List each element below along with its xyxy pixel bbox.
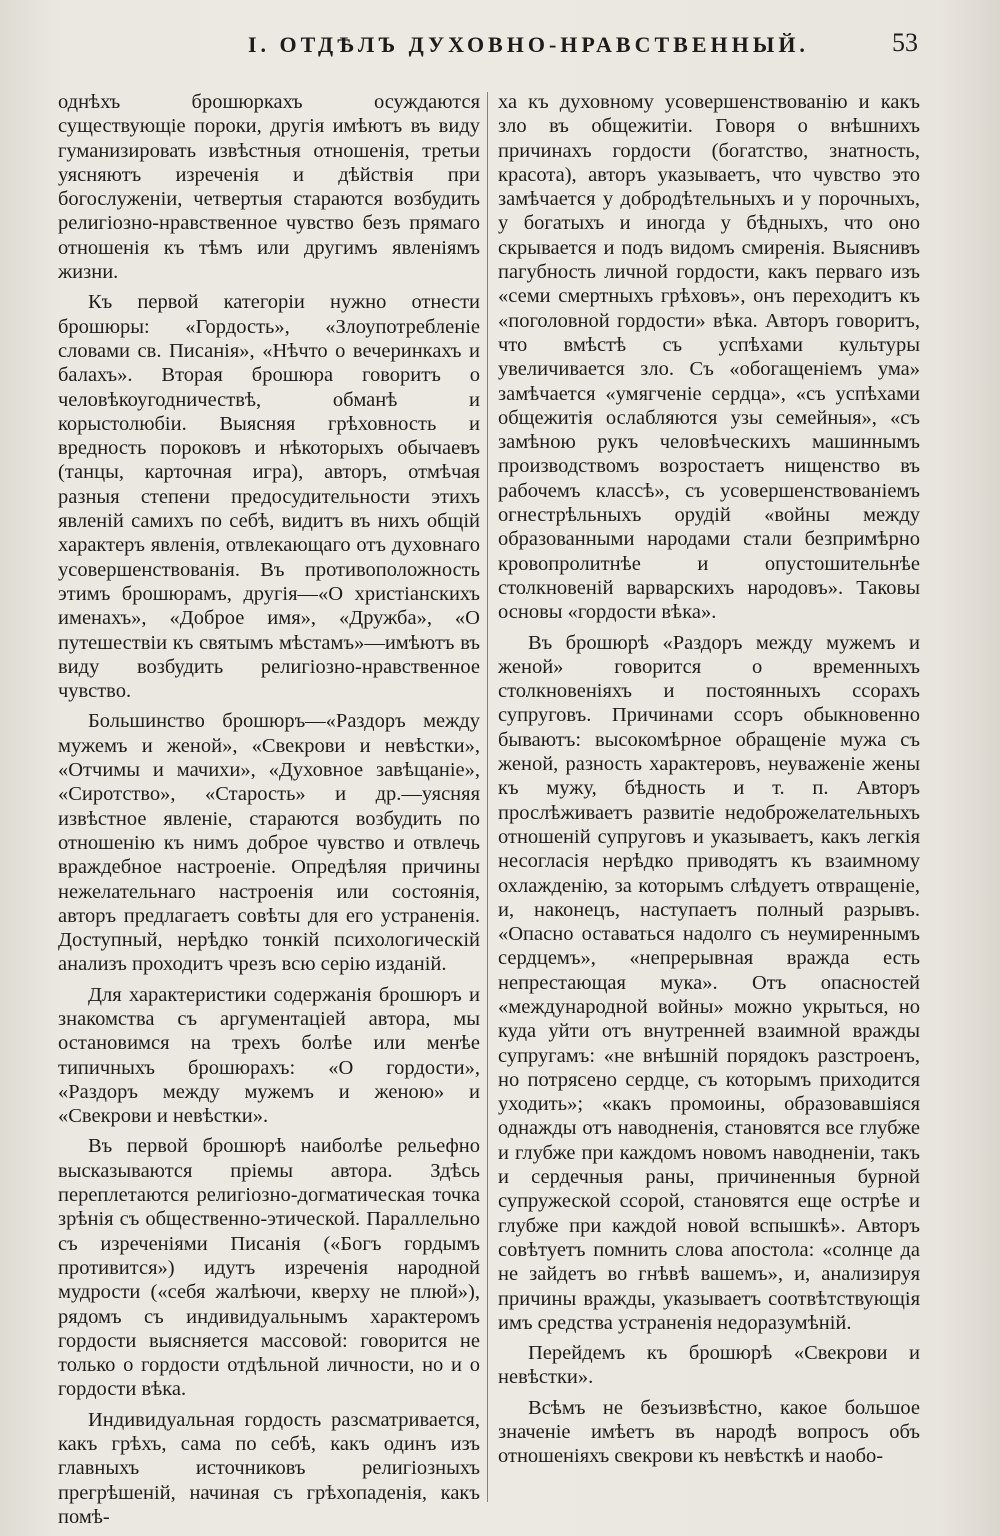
paragraph: Индивидуальная гордость разсматривается, какъ грѣхъ, сама по себѣ, какъ одинъ изъ главныхъ источниковъ религіозныхъ прегрѣшеній, начиная съ грѣхопаденія, какъ помѣ- [58, 1408, 480, 1528]
paragraph: Въ брошюрѣ «Раздоръ между мужемъ и женой» говорится о временныхъ столкновеніяхъ и постоянныхъ ссорахъ супруговъ. Причинами ссоръ обыкновенно бываютъ: высокомѣрное обращеніе мужа съ женой, разность характеровъ, неуваженіе жены къ мужу, бѣдность и т. п. Авторъ прослѣживаетъ развитіе недоброжелательныхъ отношеній супруговъ и указываетъ, какъ легкія несогласія нерѣдко приводятъ къ взаимному охлажденію, за которымъ слѣдуетъ отвращеніе, и, наконецъ, наступаетъ полный разрывъ. «Опасно оставаться надолго съ неумиреннымъ сердцемъ», «непрерывная вражда есть непрестающая мука». Отъ опасностей «международной войны» можно укрыться, но куда уйти отъ внутренней взаимной вражды супругамъ: «не внѣшній порядокъ разстроенъ, но потрясено сердце, съ которымъ приходится уходить»; «какъ промоины, образовавшіяся однажды отъ наводненія, становятся все глубже и глубже при каждомъ новомъ наводненіи, такъ и сердечныя раны, причиненныя бурной супружеской ссорой, становятся еще острѣе и глубже при каждой новой вспышкѣ». Авторъ совѣтуетъ помнить слова апостола: «солнце да не зайдетъ во гнѣвѣ вашемъ», и, анализируя причины вражды, указываетъ соотвѣтствующія имъ средства устраненія недоразумѣній. [498, 631, 920, 1334]
paragraph: однѣхъ брошюркахъ осуждаются существующіе пороки, другія имѣютъ въ виду гуманизировать извѣстныя отношенія, третьи уясняютъ изреченія и дѣйствія при богослуженіи, четвертыя стараются возбудить религіозно-нравственное чувство безъ прямаго отношенія къ тѣмъ или другимъ явленіямъ жизни. [58, 91, 480, 284]
paragraph: Для характеристики содержанія брошюръ и знакомства съ аргументаціей автора, мы остановимся на трехъ болѣе или менѣе типичныхъ брошюрахъ: «О гордости», «Раздоръ между мужемъ и женою» и «Свекрови и невѣстки». [58, 983, 480, 1128]
right-column [498, 90, 920, 1475]
paragraph: Всѣмъ не безъизвѣстно, какое большое значеніе имѣетъ въ народѣ вопросъ объ отношеніяхъ свекрови къ невѣсткѣ и наобо- [498, 1396, 920, 1468]
page-number: 53 [892, 28, 918, 57]
column-divider [487, 92, 488, 1502]
paragraph: Въ первой брошюрѣ наиболѣе рельефно высказываются пріемы автора. Здѣсь переплетаются религіозно-догматическая точка зрѣнія съ общественно-этической. Параллельно съ изреченіями Писанія («Богъ гордымъ противится») идутъ изреченія народной мудрости («себя жалѣючи, кверху не плюй»), рядомъ съ индивидуальнымъ характеромъ гордости выясняется массовой: говорится не только о гордости отдѣльной личности, но и о гордости вѣка. [58, 1135, 480, 1401]
page-header [58, 28, 918, 64]
paragraph: Большинство брошюръ—«Раздоръ между мужемъ и женой», «Свекрови и невѣстки», «Отчимы и мачихи», «Духовное завѣщаніе», «Сиротство», «Старость» и др.—уясняя извѣстное явленіе, стараются возбудить по отношенію къ нимъ доброе чувство и отвлечь враждебное настроеніе. Опредѣляя причины нежелательнаго настроенія или состоянія, авторъ предлагаетъ совѣты для его устраненія. Доступный, нерѣдко тонкій психологическій анализъ проходитъ чрезъ всю серію изданій. [58, 710, 480, 976]
paragraph: Перейдемъ къ брошюрѣ «Свекрови и невѣстки». [498, 1342, 920, 1389]
left-column [58, 90, 480, 1535]
paragraph: Къ первой категоріи нужно отнести брошюры: «Гордость», «Злоупотребленіе словами св. Писанія», «Нѣчто о вечеринкахъ и балахъ». Вторая брошюра говоритъ о человѣкоугодничествѣ, обманѣ и корыстолюбіи. Выясняя грѣховность и вредность пороковъ и нѣкоторыхъ обычаевъ (танцы, карточная игра), авторъ, отмѣчая разныя степени предосудительности этихъ явленій самихъ по себѣ, видитъ въ нихъ общій характеръ явленія, отвлекающаго отъ духовнаго усовершенствованія. Въ противоположность этимъ брошюрамъ, другія—«О христіанскихъ именахъ», «Доброе имя», «Дружба», «О путешествіи къ святымъ мѣстамъ»—имѣютъ въ виду возбудить религіозно-нравственное чувство. [58, 291, 480, 703]
paragraph: ха къ духовному усовершенствованію и какъ зло въ общежитіи. Говоря о внѣшнихъ причинахъ гордости (богатство, знатность, красота), авторъ указываетъ, что чувство это замѣчается у добродѣтельныхъ и у порочныхъ, у богатыхъ и иногда у бѣдныхъ, что оно скрывается и подъ видомъ смиренія. Выяснивъ пагубность личной гордости, какъ перваго изъ «семи смертныхъ грѣховъ», онъ переходитъ къ «поголовной гордости» вѣка. Авторъ говоритъ, что вмѣстѣ съ успѣхами культуры увеличивается зло. Съ «обогащеніемъ ума» замѣчается «умягченіе сердца», «съ успѣхами общежитія ослабляются узы семейныя», «съ замѣною рукъ человѣческихъ машиннымъ производствомъ возростаетъ нищенство въ рабочемъ классѣ», съ усовершенствованіемъ огнестрѣльныхъ орудій «войны между образованными народами стали безпримѣрно кровопролитнѣе и опустошительнѣе столкновеній варварскихъ народовъ». Таковы основы «гордости вѣка». [498, 91, 920, 624]
running-head: I. ОТДѢЛЪ ДУХОВНО-НРАВСТВЕННЫЙ. [248, 32, 809, 57]
